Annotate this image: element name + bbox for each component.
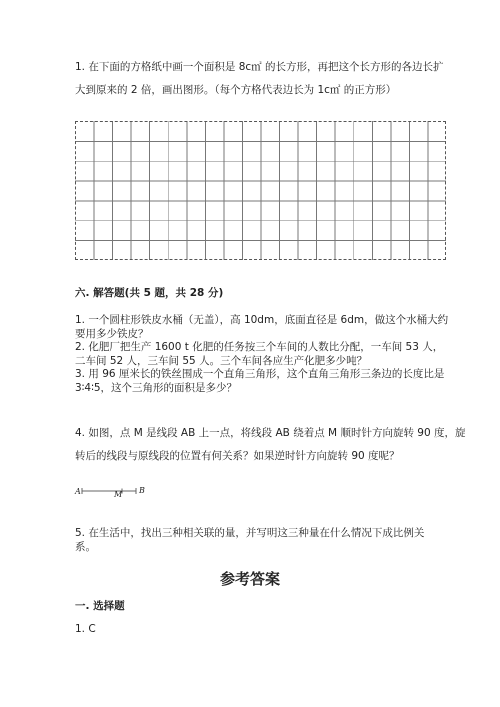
grid-paper [75,121,446,260]
problem4-line2: 转后的线段与原线段的位置有何关系？如果逆时针方向旋转 90 度呢？ [75,450,400,462]
problem2-line2: 二车间 52 人，三车间 55 人。三个车间各应生产化肥多少吨？ [75,355,368,367]
answer-1: 1. C [75,623,96,635]
point-m-label: M [114,490,123,499]
problem2-line1: 2. 化肥厂把生产 1600 t 化肥的任务按三个车间的人数比分配，一车间 53 人， [75,341,444,353]
problem5-line2: 系。 [75,541,96,553]
problem1-line1: 1. 一个圆柱形铁皮水桶（无盖），高 10dm，底面直径是 6dm，做这个水桶大约 [75,314,449,326]
problem4-line1: 4. 如图，点 M 是线段 AB 上一点，将线段 AB 绕着点 M 顺时针方向旋转 90 度，旋 [75,427,466,439]
problem1-line2: 要用多少铁皮？ [75,328,149,340]
point-a-label: A [75,487,81,496]
q1-line2: 大到原来的 2 倍，画出图形。（每个方格代表边长为 1c㎡ 的正方形） [75,84,397,96]
answers-section1-heading: 一. 选择题 [75,600,125,612]
segment-ab-figure [75,484,155,500]
section6-heading: 六. 解答题(共 5 题，共 28 分) [75,287,224,299]
point-b-label: B [139,486,145,495]
problem3-line1: 3. 用 96 厘米长的铁丝围成一个直角三角形，这个直角三角形三条边的长度比是 [75,368,445,380]
q1-line1: 1. 在下面的方格纸中画一个面积是 8c㎡ 的长方形，再把这个长方形的各边长扩 [75,61,444,73]
problem3-line2: 3∶4∶5，这个三角形的面积是多少？ [75,382,238,394]
answers-title: 参考答案 [219,570,280,588]
problem5-line1: 5. 在生活中，找出三种相关联的量，并写明这三种量在什么情况下成比例关 [75,527,425,539]
